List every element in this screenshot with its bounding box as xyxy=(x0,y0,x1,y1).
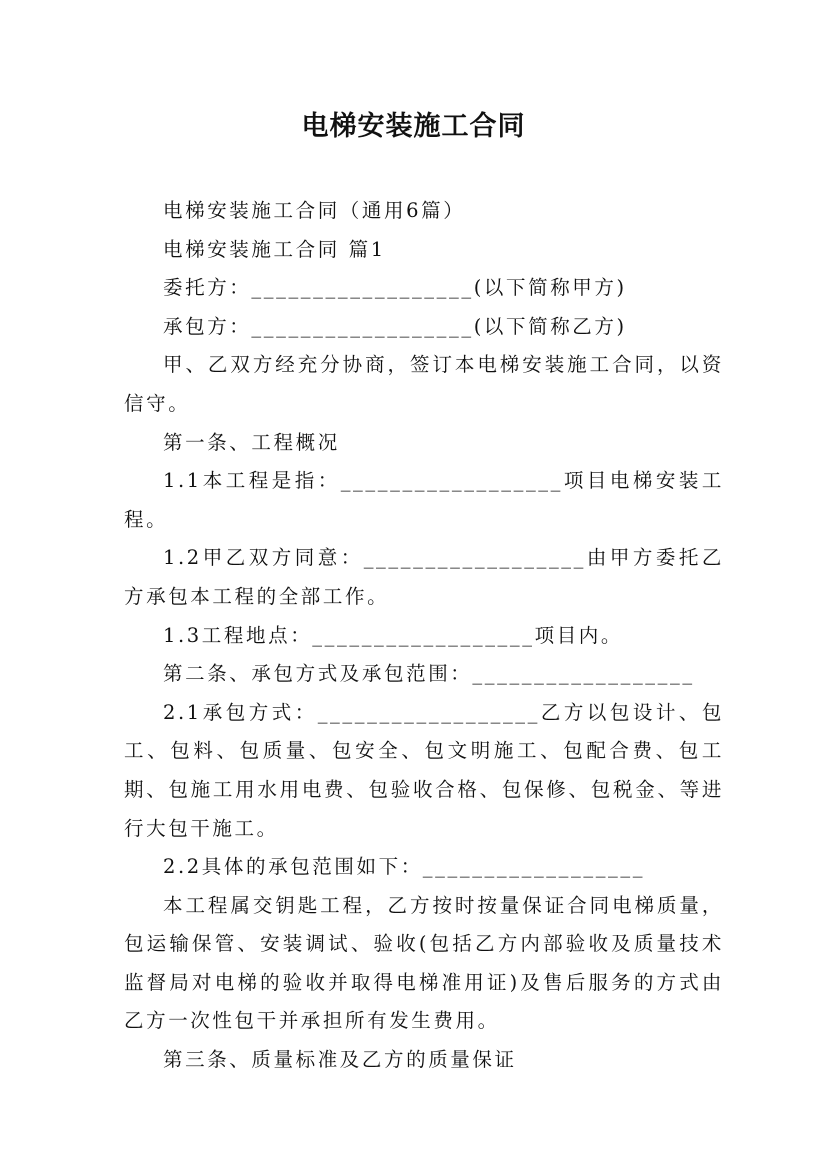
paragraph-clause-2-1: 2.1承包方式：__________________乙方以包设计、包工、包料、包质量、包安全、包文明施工、包配合费、包工期、包施工用水用电费、包验收合格、包保修、包税金、等进行大包干施工。 xyxy=(124,700,724,840)
paragraph-agreement: 甲、乙双方经充分协商，签订本电梯安装施工合同，以资信守。 xyxy=(124,353,724,415)
paragraph-article-1: 第一条、工程概况 xyxy=(163,430,340,454)
paragraph-clause-2-2: 2.2具体的承包范围如下：__________________ xyxy=(163,855,646,879)
paragraph-contractor: 承包方：__________________(以下简称乙方) xyxy=(163,314,627,338)
document-body xyxy=(124,192,724,1080)
paragraph-clause-1-3: 1.3工程地点：__________________项目内。 xyxy=(163,623,624,647)
paragraph-subtitle: 电梯安装施工合同（通用6篇） xyxy=(163,199,466,222)
paragraph-clause-1-1: 1.1本工程是指：__________________项目电梯安装工程。 xyxy=(124,469,724,531)
paragraph-article-3: 第三条、质量标准及乙方的质量保证 xyxy=(163,1048,517,1072)
paragraph-article-2: 第二条、承包方式及承包范围：__________________ xyxy=(163,662,695,686)
paragraph-turnkey: 本工程属交钥匙工程，乙方按时按量保证合同电梯质量，包运输保管、安装调试、验收(包括乙方内部验收及质量技术监督局对电梯的验收并取得电梯准用证)及售后服务的方式由乙方一次性包干并承担所有发生费用。 xyxy=(124,893,724,1033)
paragraph-chapter-heading: 电梯安装施工合同 篇1 xyxy=(163,237,386,261)
paragraph-clause-1-2: 1.2甲乙双方同意：__________________由甲方委托乙方承包本工程的全部工作。 xyxy=(124,546,724,608)
document-title: 电梯安装施工合同 xyxy=(301,111,526,142)
paragraph-client: 委托方：__________________(以下简称甲方) xyxy=(163,276,627,300)
